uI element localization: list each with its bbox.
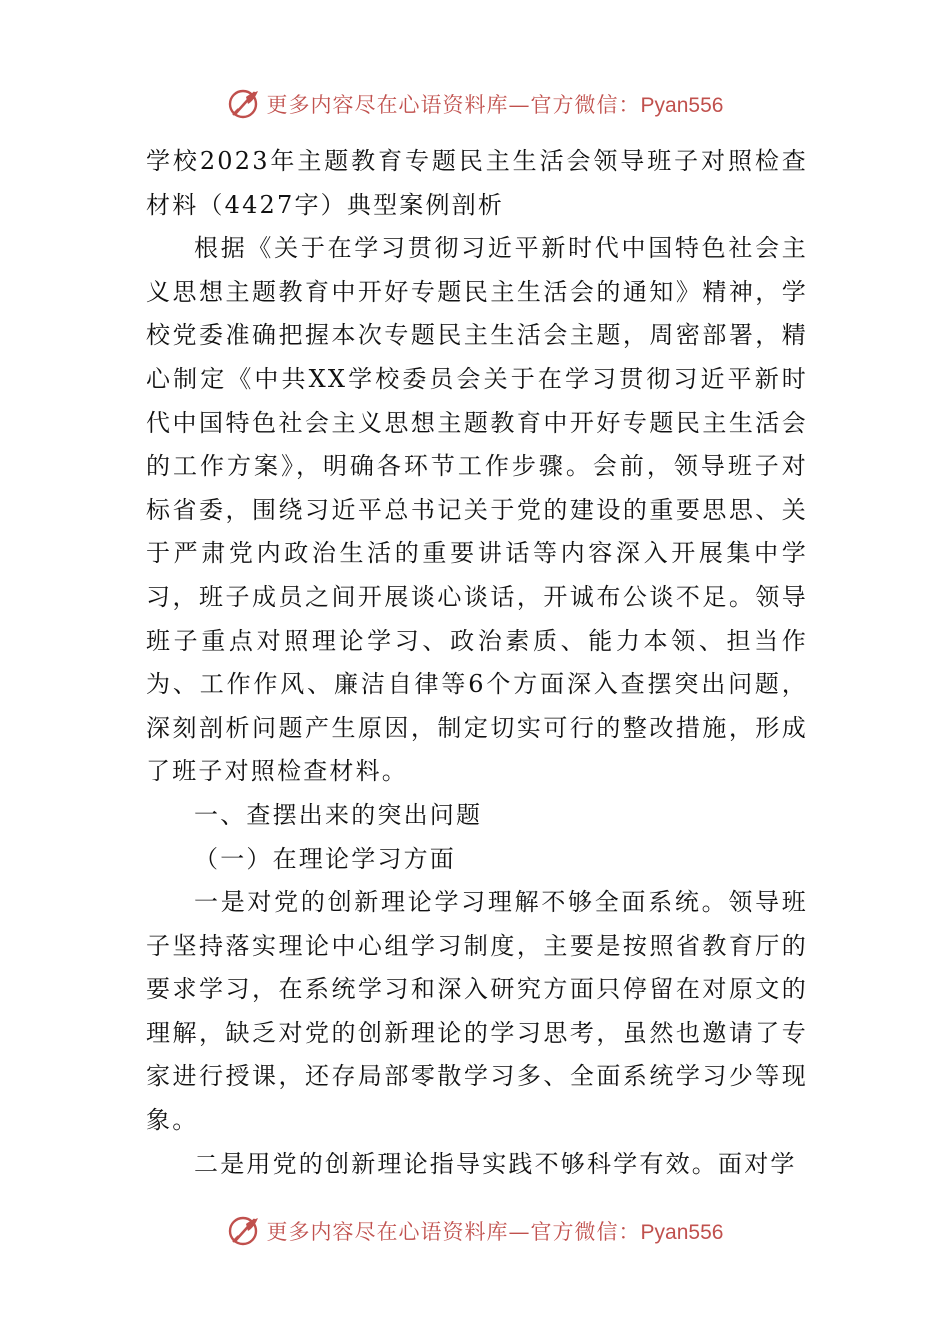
point-paragraph: 一是对党的创新理论学习理解不够全面系统。领导班子坚持落实理论中心组学习制度，主要是按照省教育厅的要求学习，在系统学习和深入研究方面只停留在对原文的理解，缺乏对党的创新理论的学习思考，虽然也邀请了专家进行授课，还存局部零散学习多、全面系统学习少等现象。 bbox=[146, 888, 808, 1135]
document-body bbox=[146, 140, 808, 1186]
point-paragraph: 二是用党的创新理论指导实践不够科学有效。面对学 bbox=[194, 1149, 797, 1178]
banner-wechat-id: Pyan556 bbox=[640, 94, 724, 117]
banner-text bbox=[267, 1216, 724, 1246]
banner-prefix: 更多内容尽在心语资料库—官方微信： bbox=[266, 1220, 641, 1244]
banner-prefix: 更多内容尽在心语资料库—官方微信： bbox=[266, 93, 641, 117]
quill-logo-icon bbox=[227, 1214, 261, 1248]
header-banner bbox=[0, 84, 950, 124]
document-title: 学校2023年主题教育专题民主生活会领导班子对照检查材料（4427字）典型案例剖析 bbox=[146, 147, 808, 219]
footer-banner bbox=[0, 1211, 950, 1251]
intro-paragraph: 根据《关于在学习贯彻习近平新时代中国特色社会主义思想主题教育中开好专题民主生活会的通知》精神，学校党委准确把握本次专题民主生活会主题，周密部署，精心制定《中共XX学校委员会关于在学习贯彻习近平新时代中国特色社会主义思想主题教育中开好专题民主生活会的工作方案》，明确各环节工作步骤。会前，领导班子对标省委，围绕习近平总书记关于党的建设的重要思思、关于严肃党内政治生活的重要讲话等内容深入开展集中学习，班子成员之间开展谈心谈话，开诚布公谈不足。领导班子重点对照理论学习、政治素质、能力本领、担当作为、工作作风、廉洁自律等6个方面深入查摆突出问题，深刻剖析问题产生原因，制定切实可行的整改措施，形成了班子对照检查材料。 bbox=[146, 234, 808, 786]
quill-logo-icon bbox=[227, 87, 261, 121]
banner-wechat-id: Pyan556 bbox=[640, 1221, 724, 1244]
subsection-heading: （一）在理论学习方面 bbox=[194, 844, 456, 873]
section-heading: 一、查摆出来的突出问题 bbox=[194, 800, 483, 829]
banner-text bbox=[267, 89, 724, 119]
